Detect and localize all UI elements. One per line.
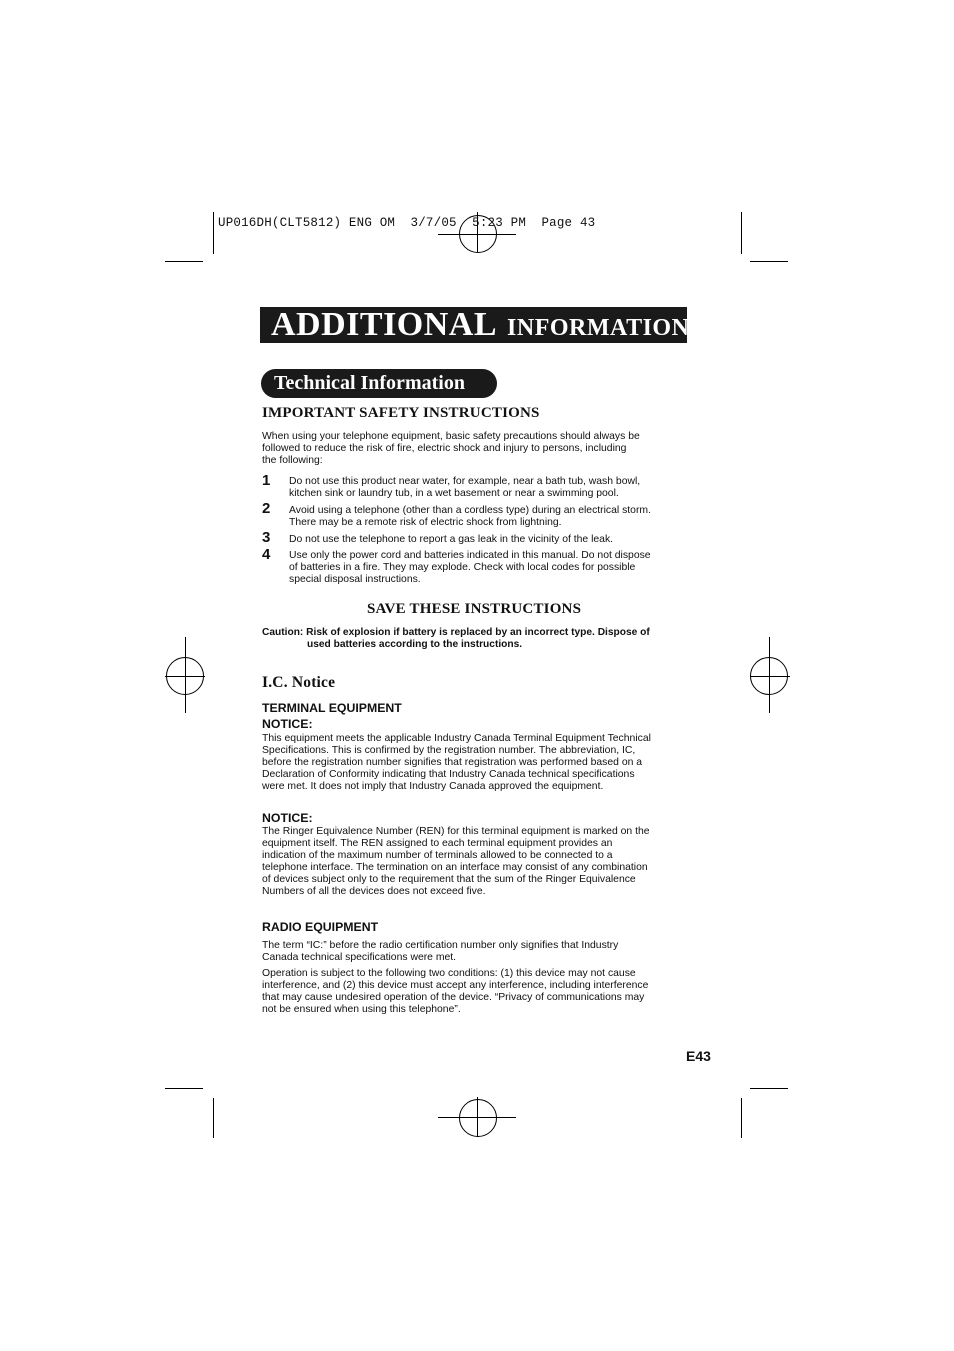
text-line: equipment itself. The REN assigned to each terminal equipment provides an bbox=[262, 838, 613, 850]
print-slug-line: UP016DH(CLT5812) ENG OM 3/7/05 5:23 PM Page 43 bbox=[218, 216, 596, 230]
text-line: There may be a remote risk of electric shock from lightning. bbox=[289, 517, 562, 529]
text-line: kitchen sink or laundry tub, in a wet basement or near a swimming pool. bbox=[289, 488, 619, 500]
text-line: not be ensured when using this telephone”. bbox=[262, 1004, 461, 1016]
text-line: When using your telephone equipment, basic safety precautions should always be bbox=[262, 431, 640, 442]
notice-paragraph bbox=[262, 733, 702, 793]
ic-notice-heading: I.C. Notice bbox=[262, 674, 336, 691]
registration-mark-icon bbox=[459, 1099, 497, 1137]
text-line: of batteries in a fire. They may explode. Check with local codes for possible bbox=[289, 562, 636, 574]
text-line: Use only the power cord and batteries indicated in this manual. Do not dispose bbox=[289, 550, 651, 561]
crop-mark bbox=[741, 212, 742, 254]
list-item bbox=[289, 505, 709, 529]
banner-title-main: ADDITIONAL bbox=[271, 306, 498, 343]
save-instructions-heading: SAVE THESE INSTRUCTIONS bbox=[367, 601, 582, 617]
text-line: Do not use this product near water, for example, near a bath tub, wash bowl, bbox=[289, 476, 641, 487]
notice-heading: NOTICE: bbox=[262, 811, 313, 825]
registration-crosshair bbox=[477, 1097, 478, 1137]
crop-mark bbox=[165, 261, 203, 262]
safety-heading: IMPORTANT SAFETY INSTRUCTIONS bbox=[262, 405, 540, 421]
text-line: Caution: Risk of explosion if battery is replaced by an incorrect type. Dispose of bbox=[262, 627, 650, 638]
text-line: Declaration of Conformity indicating that Industry Canada technical specifications bbox=[262, 769, 635, 781]
text-line: were met. It does not imply that Industry Canada approved the equipment. bbox=[262, 781, 604, 793]
text-line: before the registration number signifies that registration was performed based on a bbox=[262, 757, 643, 769]
text-line: followed to reduce the risk of fire, electric shock and injury to persons, including bbox=[262, 443, 627, 455]
radio-paragraph bbox=[262, 968, 702, 1016]
text-line: The Ringer Equivalence Number (REN) for this terminal equipment is marked on the bbox=[262, 826, 650, 837]
safety-intro bbox=[262, 431, 702, 467]
registration-crosshair bbox=[750, 676, 790, 677]
text-line: telephone interface. The termination on an interface may consist of any combination bbox=[262, 862, 648, 874]
list-item-number: 3 bbox=[262, 529, 271, 546]
list-item-number: 1 bbox=[262, 472, 271, 489]
crop-mark bbox=[213, 1098, 214, 1138]
text-line: The term “IC:” before the radio certification number only signifies that Industry bbox=[262, 940, 619, 951]
text-line: Do not use the telephone to report a gas leak in the vicinity of the leak. bbox=[289, 534, 614, 545]
crop-mark bbox=[750, 261, 788, 262]
registration-crosshair bbox=[185, 637, 186, 713]
notice-paragraph bbox=[262, 826, 702, 899]
terminal-equipment-heading: TERMINAL EQUIPMENT bbox=[262, 701, 402, 715]
text-line: Numbers of all the devices does not exceed five. bbox=[262, 886, 486, 898]
banner-title-sub: INFORMATION bbox=[507, 315, 690, 341]
text-line: that may cause undesired operation of the device. “Privacy of communications may bbox=[262, 992, 645, 1004]
text-line: of devices subject only to the requirement that the sum of the Ringer Equivalence bbox=[262, 874, 636, 886]
text-line: used batteries according to the instructions. bbox=[307, 639, 523, 651]
text-line: the following: bbox=[262, 455, 323, 467]
text-line: special disposal instructions. bbox=[289, 574, 421, 586]
crop-mark bbox=[165, 1088, 203, 1089]
section-title: Technical Information bbox=[261, 369, 497, 398]
text-line: indication of the maximum number of terminals allowed to be connected to a bbox=[262, 850, 613, 862]
registration-crosshair bbox=[769, 637, 770, 713]
text-line: interference, and (2) this device must accept any interference, including interference bbox=[262, 980, 649, 992]
list-item bbox=[289, 550, 709, 586]
text-line: Avoid using a telephone (other than a cordless type) during an electrical storm. bbox=[289, 505, 651, 516]
text-line: This equipment meets the applicable Industry Canada Terminal Equipment Technical bbox=[262, 733, 651, 744]
text-line: Canada technical specifications were met. bbox=[262, 952, 457, 964]
crop-mark bbox=[213, 212, 214, 254]
crop-mark bbox=[741, 1098, 742, 1138]
list-item bbox=[289, 476, 709, 500]
list-item-number: 2 bbox=[262, 500, 271, 517]
text-line: Operation is subject to the following two conditions: (1) this device may not cause bbox=[262, 968, 636, 979]
text-line: Specifications. This is confirmed by the registration number. The abbreviation, IC, bbox=[262, 745, 636, 757]
radio-equipment-heading: RADIO EQUIPMENT bbox=[262, 920, 379, 934]
notice-heading: NOTICE: bbox=[262, 717, 313, 731]
list-item bbox=[289, 534, 709, 546]
list-item-number: 4 bbox=[262, 546, 271, 563]
page-number: E43 bbox=[686, 1048, 711, 1064]
crop-mark bbox=[750, 1088, 788, 1089]
radio-paragraph bbox=[262, 940, 702, 964]
caution-notice bbox=[262, 627, 702, 651]
page-banner bbox=[260, 306, 690, 343]
